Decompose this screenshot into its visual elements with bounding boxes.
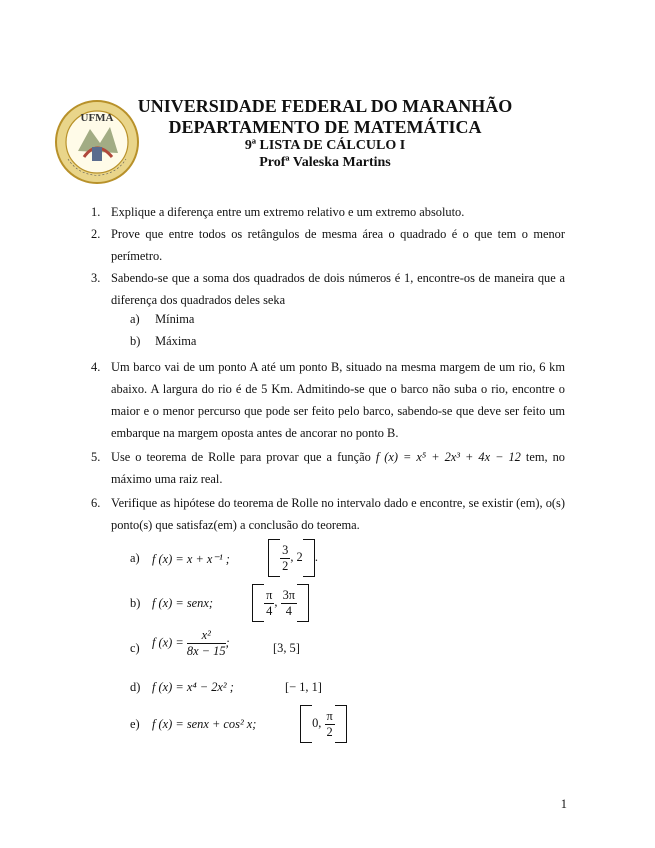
fraction: $\frac{3\pi}{4}$ (282, 587, 296, 618)
question-4 (91, 356, 565, 444)
item-e-function: f (x) = senx + cos² x; (152, 717, 257, 731)
question-text: Explique a diferença entre um extremo relativo e um extremo absoluto. (111, 205, 465, 219)
question-text-after: tem, no máximo uma raiz real. (111, 450, 565, 486)
item-a-interval: $\frac{3}{2}$ , 2 . (268, 539, 318, 577)
bracket-right (335, 705, 347, 743)
sub-label: a) (130, 312, 140, 326)
item-c-label: c) (130, 641, 140, 655)
sub-text: Mínima (155, 312, 195, 326)
professor-name: Profª Valeska Martins (259, 155, 391, 170)
item-b-label: b) (130, 596, 141, 610)
item-b-interval: $\frac{\pi}{4}$ , $\frac{3\pi}{4}$ (252, 584, 309, 622)
item-b-function: f (x) = senx; (152, 596, 213, 610)
bracket-left (300, 705, 312, 743)
rolle-function-formula: f (x) = x⁵ + 2x³ + 4x − 12 (375, 450, 521, 464)
svg-text:UFMA: UFMA (80, 112, 114, 124)
question-number: 4. (91, 360, 101, 374)
item-c-interval: [3, 5] (273, 641, 300, 655)
bracket-left (268, 539, 280, 577)
question-text: Prove que entre todos os retângulos de mesma área o quadrado é o que tem o menor perímetro. (111, 227, 565, 263)
item-d-label: d) (130, 680, 141, 694)
sub-item-b (130, 334, 196, 349)
item-e-label: e) (130, 717, 140, 731)
question-3 (91, 267, 565, 311)
question-number: 2. (91, 227, 101, 241)
ufma-logo (54, 99, 140, 185)
question-2 (91, 223, 565, 267)
item-a-label: a) (130, 551, 140, 565)
question-text: Um barco vai de um ponto A até um ponto B, situado na mesma margem de um rio, 6 km abaixo. A largura do rio é de 5 Km. Admitindo-se que o barco não suba o rio, encontre o maior e o menor percurso que pode ser feito pelo barco, sabendo-se que deve ser feito um embarque na margem oposta antes de ancorar no ponto B. (111, 360, 565, 440)
question-text: Sabendo-se que a soma dos quadrados de dois números é 1, encontre-os de maneira que a diferença dos quadrados deles seka (111, 271, 565, 307)
fraction: $\frac{3}{2}$ (282, 542, 289, 573)
fraction: $\frac{\pi}{4}$ (266, 587, 273, 618)
item-a-function: f (x) = x + x⁻¹ ; (152, 552, 230, 566)
bracket-left (252, 584, 264, 622)
item-c-function: f (x) = $\frac{\text{x²}}{8x - 15}$ ; (152, 628, 230, 658)
sub-label: b) (130, 334, 141, 348)
item-d-interval: [− 1, 1] (285, 680, 322, 694)
question-number: 3. (91, 271, 101, 285)
list-title: 9ª LISTA DE CÁLCULO I (244, 138, 406, 153)
sub-item-a (130, 312, 194, 327)
question-5 (91, 446, 565, 490)
fraction: $\frac{\text{x²}}{8x - 15}$ (186, 628, 226, 658)
university-title: UNIVERSIDADE FEDERAL DO MARANHÃO (137, 96, 513, 116)
question-6 (91, 492, 565, 536)
item-e-interval: 0, $\frac{\pi}{2}$ (300, 705, 347, 743)
question-number: 5. (91, 450, 101, 464)
page-number: 1 (560, 797, 567, 811)
fraction: $\frac{\pi}{2}$ (326, 708, 333, 739)
question-text: Use o teorema de Rolle para provar que a função (111, 450, 371, 464)
bracket-right (297, 584, 309, 622)
question-text: Verifique as hipótese do teorema de Rolle no intervalo dado e encontre, se existir (em), o(s) ponto(s) que satisfaz(em) a conclusão do teorema. (111, 496, 565, 532)
item-d-function: f (x) = x⁴ − 2x² ; (152, 680, 234, 694)
question-1 (91, 201, 565, 223)
question-number: 6. (91, 496, 101, 510)
department-title: DEPARTAMENTO DE MATEMÁTICA (168, 117, 482, 137)
question-number: 1. (91, 205, 101, 219)
bracket-right (303, 539, 315, 577)
sub-text: Máxima (155, 334, 197, 348)
